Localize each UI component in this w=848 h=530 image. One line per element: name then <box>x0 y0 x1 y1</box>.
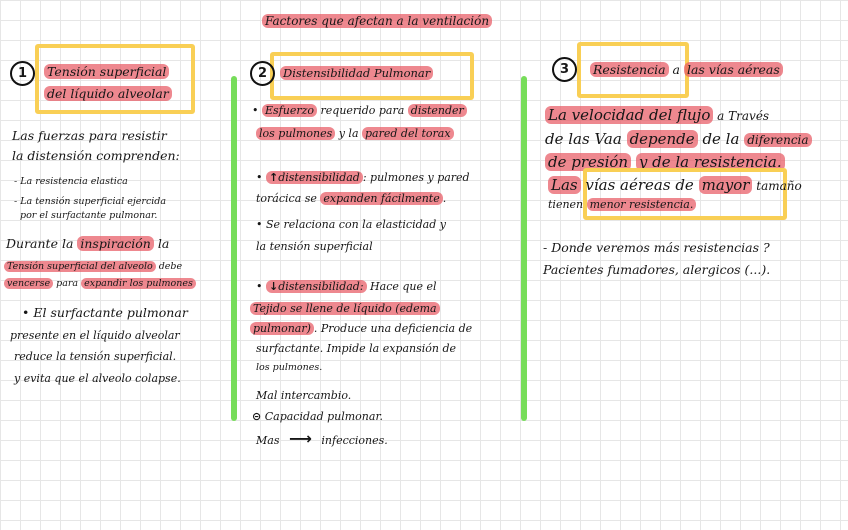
col1-bullet2-line1: - La tensión superficial ejercida <box>14 196 167 207</box>
divider-1 <box>231 76 237 421</box>
col3-question-line1: - Donde veremos más resistencias ? <box>543 240 770 255</box>
col2-p4-line4: surfactante. Impide la expansión de <box>256 342 457 355</box>
section-number-2: 2 <box>250 61 275 86</box>
col1-heading-line1: Tensión superficial <box>44 64 169 79</box>
col3-heading: Resistencia a las vías aéreas <box>590 63 783 76</box>
col3-line4: Las vías aéreas de mayor tamaño <box>548 176 802 194</box>
col1-bullet2-line2: por el surfactante pulmonar. <box>20 210 158 221</box>
col2-p3-line1: • Se relaciona con la elasticidad y <box>256 218 446 231</box>
col2-p1-line2: los pulmones y la pared del torax <box>256 127 454 140</box>
col2-mas-line: Mas ⟶ infecciones. <box>256 429 388 448</box>
col1-intro-line2: la distensión comprenden: <box>12 148 180 163</box>
page-title: Factores que afectan a la ventilación <box>262 14 492 28</box>
col3-line1: La velocidad del flujo a Través <box>545 106 769 124</box>
col3-line3: de presión y de la resistencia. <box>545 153 785 171</box>
col2-p4-line1: • ↓distensibilidad: Hace que el <box>256 280 437 293</box>
col3-line5: tienen menor resistencia. <box>548 198 696 211</box>
col1-surf-line2: presente en el líquido alveolar <box>10 329 180 342</box>
col2-p3-line2: la tensión superficial <box>256 240 373 253</box>
col2-p2-line2: torácica se expanden fácilmente . <box>256 192 447 205</box>
divider-2 <box>521 76 527 421</box>
col1-surf-line1: • El surfactante pulmonar <box>22 305 188 320</box>
col1-bullet1: - La resistencia elastica <box>14 176 128 187</box>
col1-intro-line1: Las fuerzas para resistir <box>12 128 167 143</box>
arrow-down-icon: ↓ <box>269 280 279 293</box>
col1-during-line: Durante la inspiración la <box>6 236 170 251</box>
col1-tension-line: Tensión superficial del alveolo debe <box>4 261 182 272</box>
col2-cap: ⊝ Capacidad pulmonar. <box>252 410 383 423</box>
col3-question-line2: Pacientes fumadores, alergicos (...). <box>543 262 771 277</box>
col1-heading-line2: del líquido alveolar <box>44 86 172 101</box>
col2-p2-line1: • ↑distensibilidad : pulmones y pared <box>256 171 470 184</box>
col2-p4-line3: pulmonar) . Produce una deficiencia de <box>250 322 472 335</box>
col2-p1-line1: • Esfuerzo requerido para distender <box>252 104 467 117</box>
minus-circle-icon: ⊝ <box>252 410 262 423</box>
col3-line2: de las Vaa depende de la diferencia <box>545 130 812 148</box>
heading-box-1 <box>35 44 195 114</box>
col2-heading: Distensibilidad Pulmonar <box>280 67 433 80</box>
col1-surf-line4: y evita que el alveolo colapse. <box>14 372 181 385</box>
col2-mal: Mal intercambio. <box>256 389 352 402</box>
col2-p4-line5: los pulmones. <box>256 362 323 373</box>
col1-vencerse-line: vencerse para expandir los pulmones <box>4 278 196 289</box>
section-number-3: 3 <box>552 57 577 82</box>
long-arrow-right-icon: ⟶ <box>288 429 312 448</box>
section-number-1: 1 <box>10 61 35 86</box>
arrow-up-icon: ↑ <box>269 171 279 184</box>
col2-p4-line2: Tejido se llene de líquido (edema <box>250 302 440 315</box>
col1-surf-line3: reduce la tensión superficial. <box>14 350 177 363</box>
